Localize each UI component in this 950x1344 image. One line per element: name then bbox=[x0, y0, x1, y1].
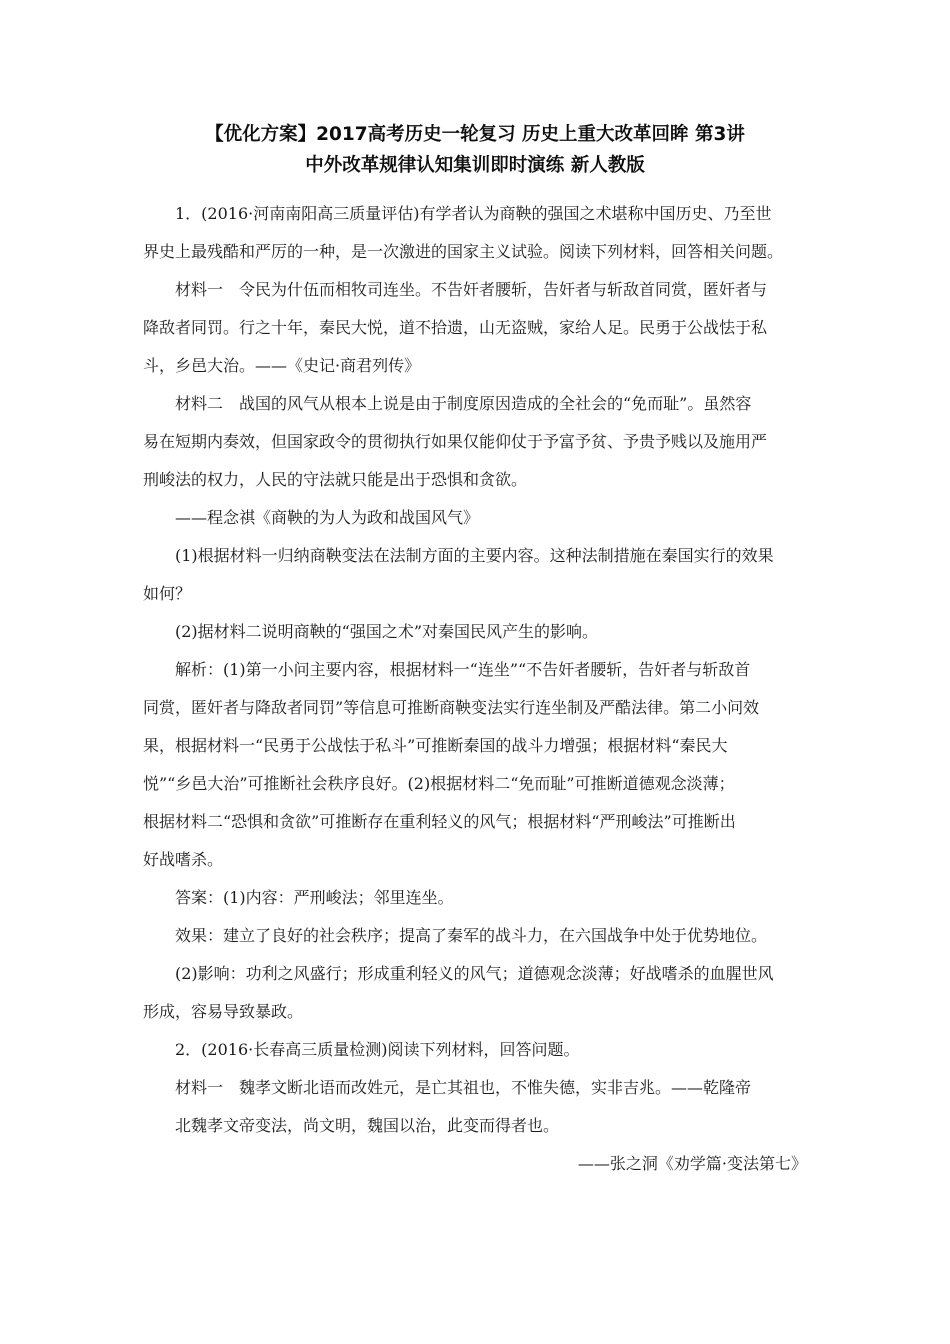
answer-line-1: 答案：(1)内容：严刑峻法；邻里连坐。 bbox=[175, 888, 454, 907]
q1-stem-line-1: 1．(2016·河南南阳高三质量评估)有学者认为商鞅的强国之术堪称中国历史、乃至世 bbox=[175, 204, 772, 223]
analysis-line-4: 悦”“乡邑大治”可推断社会秩序良好。(2)根据材料二“免而耻”可推断道德观念淡薄； bbox=[143, 774, 735, 793]
analysis-line-2: 同赏，匿奸者与降敌者同罚”等信息可推断商鞅变法实行连坐制及严酷法律。第二小问效 bbox=[143, 698, 760, 717]
answer-line-2: 效果：建立了良好的社会秩序；提高了秦军的战斗力，在六国战争中处于优势地位。 bbox=[175, 926, 768, 945]
material-2-source: ——程念祺《商鞅的为人为政和战国风气》 bbox=[175, 508, 480, 527]
material-2-line-2: 易在短期内奏效，但国家政令的贯彻执行如果仅能仰仗于予富予贫、予贵予贱以及施用严 bbox=[143, 432, 768, 451]
answer-line-4: 形成，容易导致暴政。 bbox=[143, 1002, 304, 1021]
material-2-line-1: 材料二 战国的风气从根本上说是由于制度原因造成的全社会的“免而耻”。虽然容 bbox=[175, 394, 752, 413]
analysis-line-3: 果，根据材料一“民勇于公战怯于私斗”可推断秦国的战斗力增强；根据材料“秦民大 bbox=[143, 736, 728, 755]
analysis-line-6: 好战嗜杀。 bbox=[143, 850, 224, 869]
material-1-line-1: 材料一 令民为什伍而相牧司连坐。不告奸者腰斩，告奸者与斩敌首同赏，匿奸者与 bbox=[175, 280, 768, 299]
q2-material-1-line-1: 材料一 魏孝文断北语而改姓元，是亡其祖也，不惟失德，实非吉兆。——乾隆帝 bbox=[175, 1078, 752, 1097]
document-title-line-1: 【优化方案】2017高考历史一轮复习 历史上重大改革回眸 第3讲 bbox=[205, 124, 745, 145]
q2-material-1-source: ——张之洞《劝学篇·变法第七》 bbox=[577, 1154, 807, 1173]
question-1-line-1: (1)根据材料一归纳商鞅变法在法制方面的主要内容。这种法制措施在秦国实行的效果 bbox=[175, 546, 774, 565]
q2-material-1-line-2: 北魏孝文帝变法，尚文明，魏国以治，此变而得者也。 bbox=[175, 1116, 560, 1135]
analysis-line-5: 根据材料二“恐惧和贪欲”可推断存在重利轻义的风气；根据材料“严刑峻法”可推断出 bbox=[143, 812, 736, 831]
material-1-line-2: 降敌者同罚。行之十年，秦民大悦，道不拾遗，山无盗贼，家给人足。民勇于公战怯于私 bbox=[143, 318, 768, 337]
analysis-line-1: 解析：(1)第一小问主要内容，根据材料一“连坐”“不告奸者腰斩，告奸者与斩敌首 bbox=[175, 660, 751, 679]
document-title-line-2: 中外改革规律认知集训即时演练 新人教版 bbox=[305, 155, 645, 176]
material-2-line-3: 刑峻法的权力，人民的守法就只能是出于恐惧和贪欲。 bbox=[143, 470, 528, 489]
q2-stem: 2．(2016·长春高三质量检测)阅读下列材料，回答问题。 bbox=[175, 1040, 580, 1059]
question-1-line-2: 如何？ bbox=[143, 584, 192, 603]
material-1-line-3: 斗，乡邑大治。——《史记·商君列传》 bbox=[143, 356, 421, 375]
question-2: (2)据材料二说明商鞅的“强国之术”对秦国民风产生的影响。 bbox=[175, 622, 599, 641]
q1-stem-line-2: 界史上最残酷和严厉的一种，是一次激进的国家主义试验。阅读下列材料，回答相关问题。 bbox=[143, 242, 784, 261]
answer-line-3: (2)影响：功利之风盛行；形成重利轻义的风气；道德观念淡薄；好战嗜杀的血腥世风 bbox=[175, 964, 774, 983]
